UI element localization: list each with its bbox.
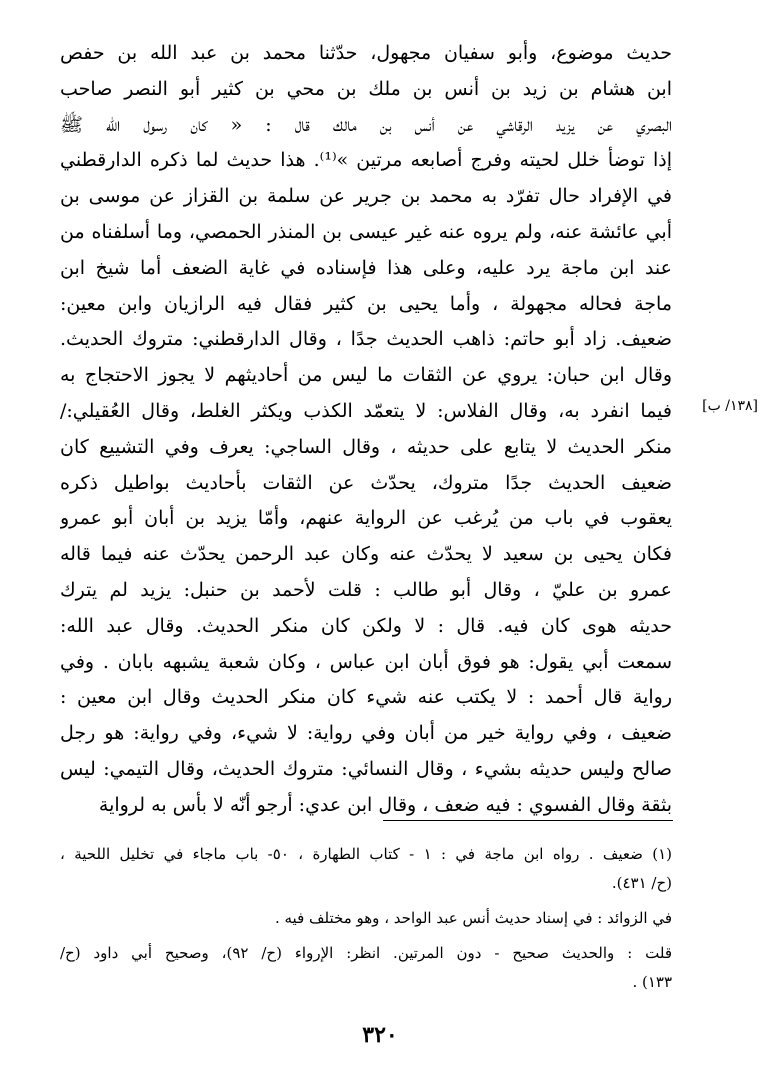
- text-line: إذا توضأ خلل لحيته وفرج أصابعه مرتين »⁽¹⁾. هذا حديث لما ذكره الدارقطني: [60, 149, 672, 172]
- text-line: منكر الحديث لا يتابع على حديثه ، وقال الساجي: يعرف وفي التشييع كان: [60, 435, 672, 458]
- text-line: فكان يحيى بن سعيد لا يحدّث عنه وكان عبد الرحمن يحدّث عنه فيما قاله: [60, 543, 672, 566]
- text-line: في الإفراد حال تفرّد به محمد بن جرير عن سلمة بن القزاز عن موسى بن: [60, 185, 672, 208]
- text-line: سمعت أبي يقول: هو فوق أبان ابن عباس ، وكان شعبة يشبهه بابان . وفي: [60, 650, 672, 673]
- text-line: ضعيف. زاد أبو حاتم: ذاهب الحديث جدًا ، وقال الدارقطني: متروك الحديث.: [60, 328, 672, 351]
- text-line: حديث موضوع، وأبو سفيان مجهول، حدّثنا محمد بن عبد الله بن حفص: [60, 42, 672, 64]
- text-line: عند ابن ماجة يرد عليه، وعلى هذا فإسناده في غاية الضعف أما شيخ ابن: [60, 256, 672, 279]
- footnote-qult-line-1: قلت : والحديث صحيح - دون المرتين. انظر: الإرواء (ح/ ٩٢)، وصحيح أبي داود (ح/: [60, 944, 672, 962]
- text-line: ضعيف الحديث جدًا متروك، يحدّث عن الثقات بأحاديث بواطيل ذكره: [60, 471, 672, 494]
- text-line: حديثه هوى كان فيه. قال : لا ولكن كان منكر الحديث. وقال عبد الله:: [60, 614, 672, 637]
- text-line: عمرو بن عليّ ، وقال أبو طالب : قلت لأحمد بن حنبل: يزيد لم يترك: [60, 578, 672, 601]
- footnote-qult-line-2: ١٣٣) .: [632, 973, 672, 991]
- text-line: صالح وليس حديثه بشيء ، وقال النسائي: متروك الحديث، وقال التيمي: ليس: [60, 757, 672, 780]
- text-line: ماجة فحاله مجهولة ، وأما يحيى بن كثير فقال فيه الرازيان وابن معين:: [60, 292, 672, 315]
- text-line: أبي عائشة عنه، ولم يروه عنه غير عيسى بن المنذر الحمصي، وما أسلفناه من: [60, 220, 672, 243]
- text-line: وقال ابن حبان: يروي عن الثقات ما ليس من أحاديثهم لا يجوز الاحتجاج به: [60, 364, 672, 387]
- footnote-1-line-2: (ح/ ٤٣١).: [611, 874, 672, 892]
- text-line: ابن هشام بن زيد بن أنس بن ملك بن محي بن كثير أبو النصر صاحب: [60, 77, 672, 100]
- main-text: [60, 36, 672, 824]
- footnote-zawaid: في الزوائد : في إسناد حديث أنس عبد الواحد ، وهو مختلف فيه .: [274, 909, 672, 927]
- text-line: يعقوب في باب من يُرغب عن الرواية عنهم، وأمّا يزيد بن أبان أبو عمرو: [60, 507, 672, 530]
- manuscript-folio-marker: [١٣٨/ ب]: [702, 398, 758, 414]
- footnote-1-line-1: (١) ضعيف . رواه ابن ماجة في : ١ - كتاب الطهارة ، ٥٠- باب ماجاء في تخليل اللحية ،: [60, 845, 672, 863]
- text-line: فيما انفرد به، وقال الفلاس: لا يتعمّد الكذب ويكثر الغلط، وقال العُقيلي:/: [60, 399, 672, 422]
- text-line: ضعيف ، وفي رواية خير من أبان وفي رواية: لا شيء، وفي رواية: هو رجل: [60, 722, 672, 745]
- text-line: البصري عن يزيد الرقاشي عن أنس بن مالك قال : « كان رسول الله ﷺ: [60, 113, 672, 136]
- footnote-divider: [383, 820, 673, 821]
- text-line: بثقة وقال الفسوي : فيه ضعف ، وقال ابن عدي: أرجو أنّه لا بأس به لرواية: [98, 793, 672, 816]
- text-line: رواية قال أحمد : لا يكتب عنه شيء كان منكر الحديث وقال ابن معين :: [60, 686, 672, 709]
- page-number: ٣٢٠: [362, 1022, 398, 1048]
- footnotes: [60, 840, 672, 997]
